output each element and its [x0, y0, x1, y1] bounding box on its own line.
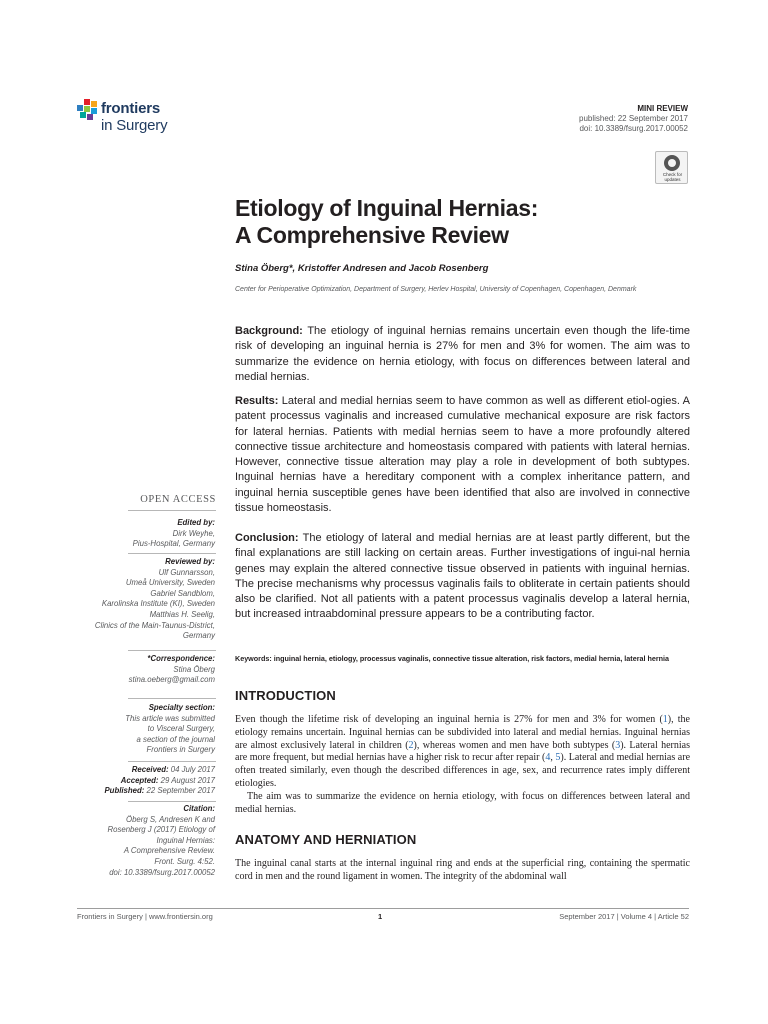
specialty-line: to Visceral Surgery, — [147, 724, 215, 734]
results-text: Lateral and medial hernias seem to have common as well as different etiol-ogies. A patent processus vaginalis and increased cumulative mechanical exposure are risk factors for lateral hernias. Patients with medial hernias seem to have a more profoundly altered connective tissue architecture and homeostasis compared with patients with lateral hernias. However, connective tissue alteration may play a role in development of both subtypes. Inguinal hernias have a hereditary component with a complex inheritance pattern, and inguinal hernia susceptible genes have been identified that also are involved in connective tissue homeostasis. — [235, 395, 690, 515]
sidebar-divider — [128, 761, 216, 762]
reference-link[interactable]: 4 — [545, 752, 551, 764]
journal-logo[interactable] — [77, 97, 197, 137]
citation-line: Öberg S, Andresen K and — [126, 814, 215, 824]
published-label: Published: — [104, 786, 145, 796]
article-title — [235, 195, 695, 249]
journal-name-line2: in Surgery — [101, 117, 168, 134]
reviewer-line: Ulf Gunnarsson, — [158, 567, 215, 577]
reference-link[interactable]: 1 — [662, 714, 668, 725]
intro-text-c: ), whereas women and men have both subtypes ( — [413, 739, 616, 751]
abstract-background — [235, 324, 690, 385]
citation-line: Inguinal Hernias: — [156, 835, 215, 845]
keywords: Keywords: inguinal hernia, etiology, processus vaginalis, connective tissue alteration, risk factors, medial hernia, lateral hernia — [235, 654, 670, 663]
specialty-label: Specialty section: — [148, 703, 215, 712]
article-meta — [579, 104, 688, 134]
background-label: Background: — [235, 325, 303, 337]
sidebar-divider — [128, 698, 216, 699]
citation-line: A Comprehensive Review. — [123, 846, 215, 856]
title-line-2: A Comprehensive Review — [235, 222, 509, 248]
reviewer-line: Germany — [182, 631, 215, 641]
edited-by-block — [133, 518, 215, 550]
editor-name: Dirk Weyhe, — [172, 528, 215, 538]
accepted-date: 29 August 2017 — [158, 775, 215, 785]
intro-text-d: ). Lateral hernias are more frequent, but medial hernias have a higher risk to recur after repair ( — [235, 739, 690, 764]
article-doi[interactable]: doi: 10.3389/fsurg.2017.00052 — [579, 124, 688, 133]
correspondence-name: Stina Öberg — [173, 664, 215, 674]
correspondence-email[interactable]: stina.oeberg@gmail.com — [128, 675, 215, 685]
conclusion-label: Conclusion: — [235, 532, 299, 544]
reviewed-by-block — [95, 557, 215, 642]
dates-block — [104, 765, 215, 797]
specialty-line: Frontiers in Surgery — [146, 745, 215, 755]
specialty-line: a section of the journal — [136, 734, 215, 744]
published-date: published: 22 September 2017 — [579, 114, 688, 123]
abstract-conclusion — [235, 531, 690, 623]
sidebar-divider — [128, 650, 216, 651]
anatomy-heading: ANATOMY AND HERNIATION — [235, 832, 417, 847]
results-label: Results: — [235, 395, 279, 407]
background-text: The etiology of inguinal hernias remains uncertain even though the life-time risk of developing an inguinal hernia is 27% for men and 3% for women. The aim was to summarize the evidence on hernia etiology, with focus on differences between lateral and medial hernias. — [235, 325, 690, 383]
footer-issue-info: September 2017 | Volume 4 | Article 52 — [559, 912, 689, 921]
received-label: Received: — [131, 765, 169, 774]
intro-text-a: Even though the lifetime risk of developing an inguinal hernia is 27% for men and 3% for women ( — [235, 714, 663, 725]
editor-affiliation: Pius-Hospital, Germany — [132, 539, 215, 549]
intro-heading: INTRODUCTION — [235, 688, 336, 703]
correspondence-block — [129, 654, 215, 686]
article-type: MINI REVIEW — [637, 104, 688, 113]
specialty-block — [125, 703, 215, 756]
citation-label: Citation: — [183, 804, 215, 813]
journal-name-line1: frontiers — [101, 100, 161, 117]
reviewed-by-label: Reviewed by: — [165, 557, 215, 566]
footer-divider — [77, 908, 689, 909]
citation-doi[interactable]: doi: 10.3389/fsurg.2017.00052 — [109, 867, 215, 877]
author-list[interactable]: Stina Öberg*, Kristoffer Andresen and Jacob Rosenberg — [235, 263, 489, 274]
check-updates-label: Check for updates — [662, 172, 683, 182]
intro-paragraphs — [235, 714, 690, 816]
reviewer-line: Karolinska Institute (KI), Sweden — [101, 599, 215, 609]
anatomy-paragraph: The inguinal canal starts at the internal inguinal ring and ends at the superficial ring, containing the spermatic cord in men and the round ligament in women. The integrity of the abdominal wall — [235, 858, 690, 882]
reference-link[interactable]: 5 — [555, 752, 561, 764]
page-number: 1 — [378, 912, 383, 921]
sidebar-divider — [128, 801, 216, 802]
frontiers-logo-icon — [77, 99, 99, 123]
reference-separator: , — [550, 752, 556, 764]
citation-line: Front. Surg. 4:52. — [154, 856, 215, 866]
reference-link[interactable]: 2 — [408, 739, 414, 751]
intro-text-b: ), the etiology remains uncertain. Inguinal hernias can be subdivided into lateral and medial hernias. Inguinal hernias are almost exclusively lateral in children ( — [235, 714, 690, 751]
received-date: 04 July 2017 — [168, 765, 215, 774]
accepted-label: Accepted: — [120, 775, 159, 785]
conclusion-text: The etiology of lateral and medial hernias are at least partly different, but the final explanations are still lacking on certain areas. Further investigations of ingui-nal hernia genes may explain the altered connective tissue observed in patients with inguinal hernias. The precise mechanisms why processus vaginalis fails to obliterate in certain patients should also be clarified. Not all patients with a patent processus vaginalis develop a lateral hernia, but increased intraabdominal pressure appears to be a contributing factor. — [235, 532, 690, 621]
reviewer-line: Umeå University, Sweden — [125, 578, 215, 588]
check-for-updates-badge[interactable] — [655, 151, 688, 184]
reviewer-line: Clinics of the Main-Taunus-District, — [94, 620, 215, 630]
correspondence-label: *Correspondence: — [147, 654, 215, 663]
citation-line: Rosenberg J (2017) Etiology of — [107, 825, 215, 835]
edited-by-label: Edited by: — [177, 518, 215, 527]
citation-block — [108, 804, 216, 878]
open-access-label: OPEN ACCESS — [140, 494, 216, 505]
reference-link[interactable]: 3 — [615, 739, 621, 751]
sidebar-divider — [128, 553, 216, 554]
reviewer-line: Matthias H. Seelig, — [149, 609, 215, 619]
intro-paragraph-2: The aim was to summarize the evidence on hernia etiology, with focus on differences between lateral and medial hernias. — [235, 790, 690, 815]
title-line-1: Etiology of Inguinal Hernias: — [235, 195, 539, 221]
affiliation: Center for Perioperative Optimization, Department of Surgery, Herlev Hospital, University of Copenhagen, Copenhagen, Denmark — [235, 286, 637, 293]
check-updates-icon — [664, 155, 680, 171]
sidebar-published-date: 22 September 2017 — [144, 786, 215, 796]
footer-journal-link[interactable]: Frontiers in Surgery | www.frontiersin.org — [77, 912, 213, 921]
specialty-line: This article was submitted — [125, 713, 215, 723]
abstract-results — [235, 394, 690, 516]
intro-text-e: ). Lateral and medial hernias are often treated similarly, even though the described differences in age, sex, and recurrence rates imply different etiologies. — [235, 752, 691, 789]
reviewer-line: Gabriel Sandblom, — [150, 588, 215, 598]
sidebar-divider — [128, 510, 216, 511]
